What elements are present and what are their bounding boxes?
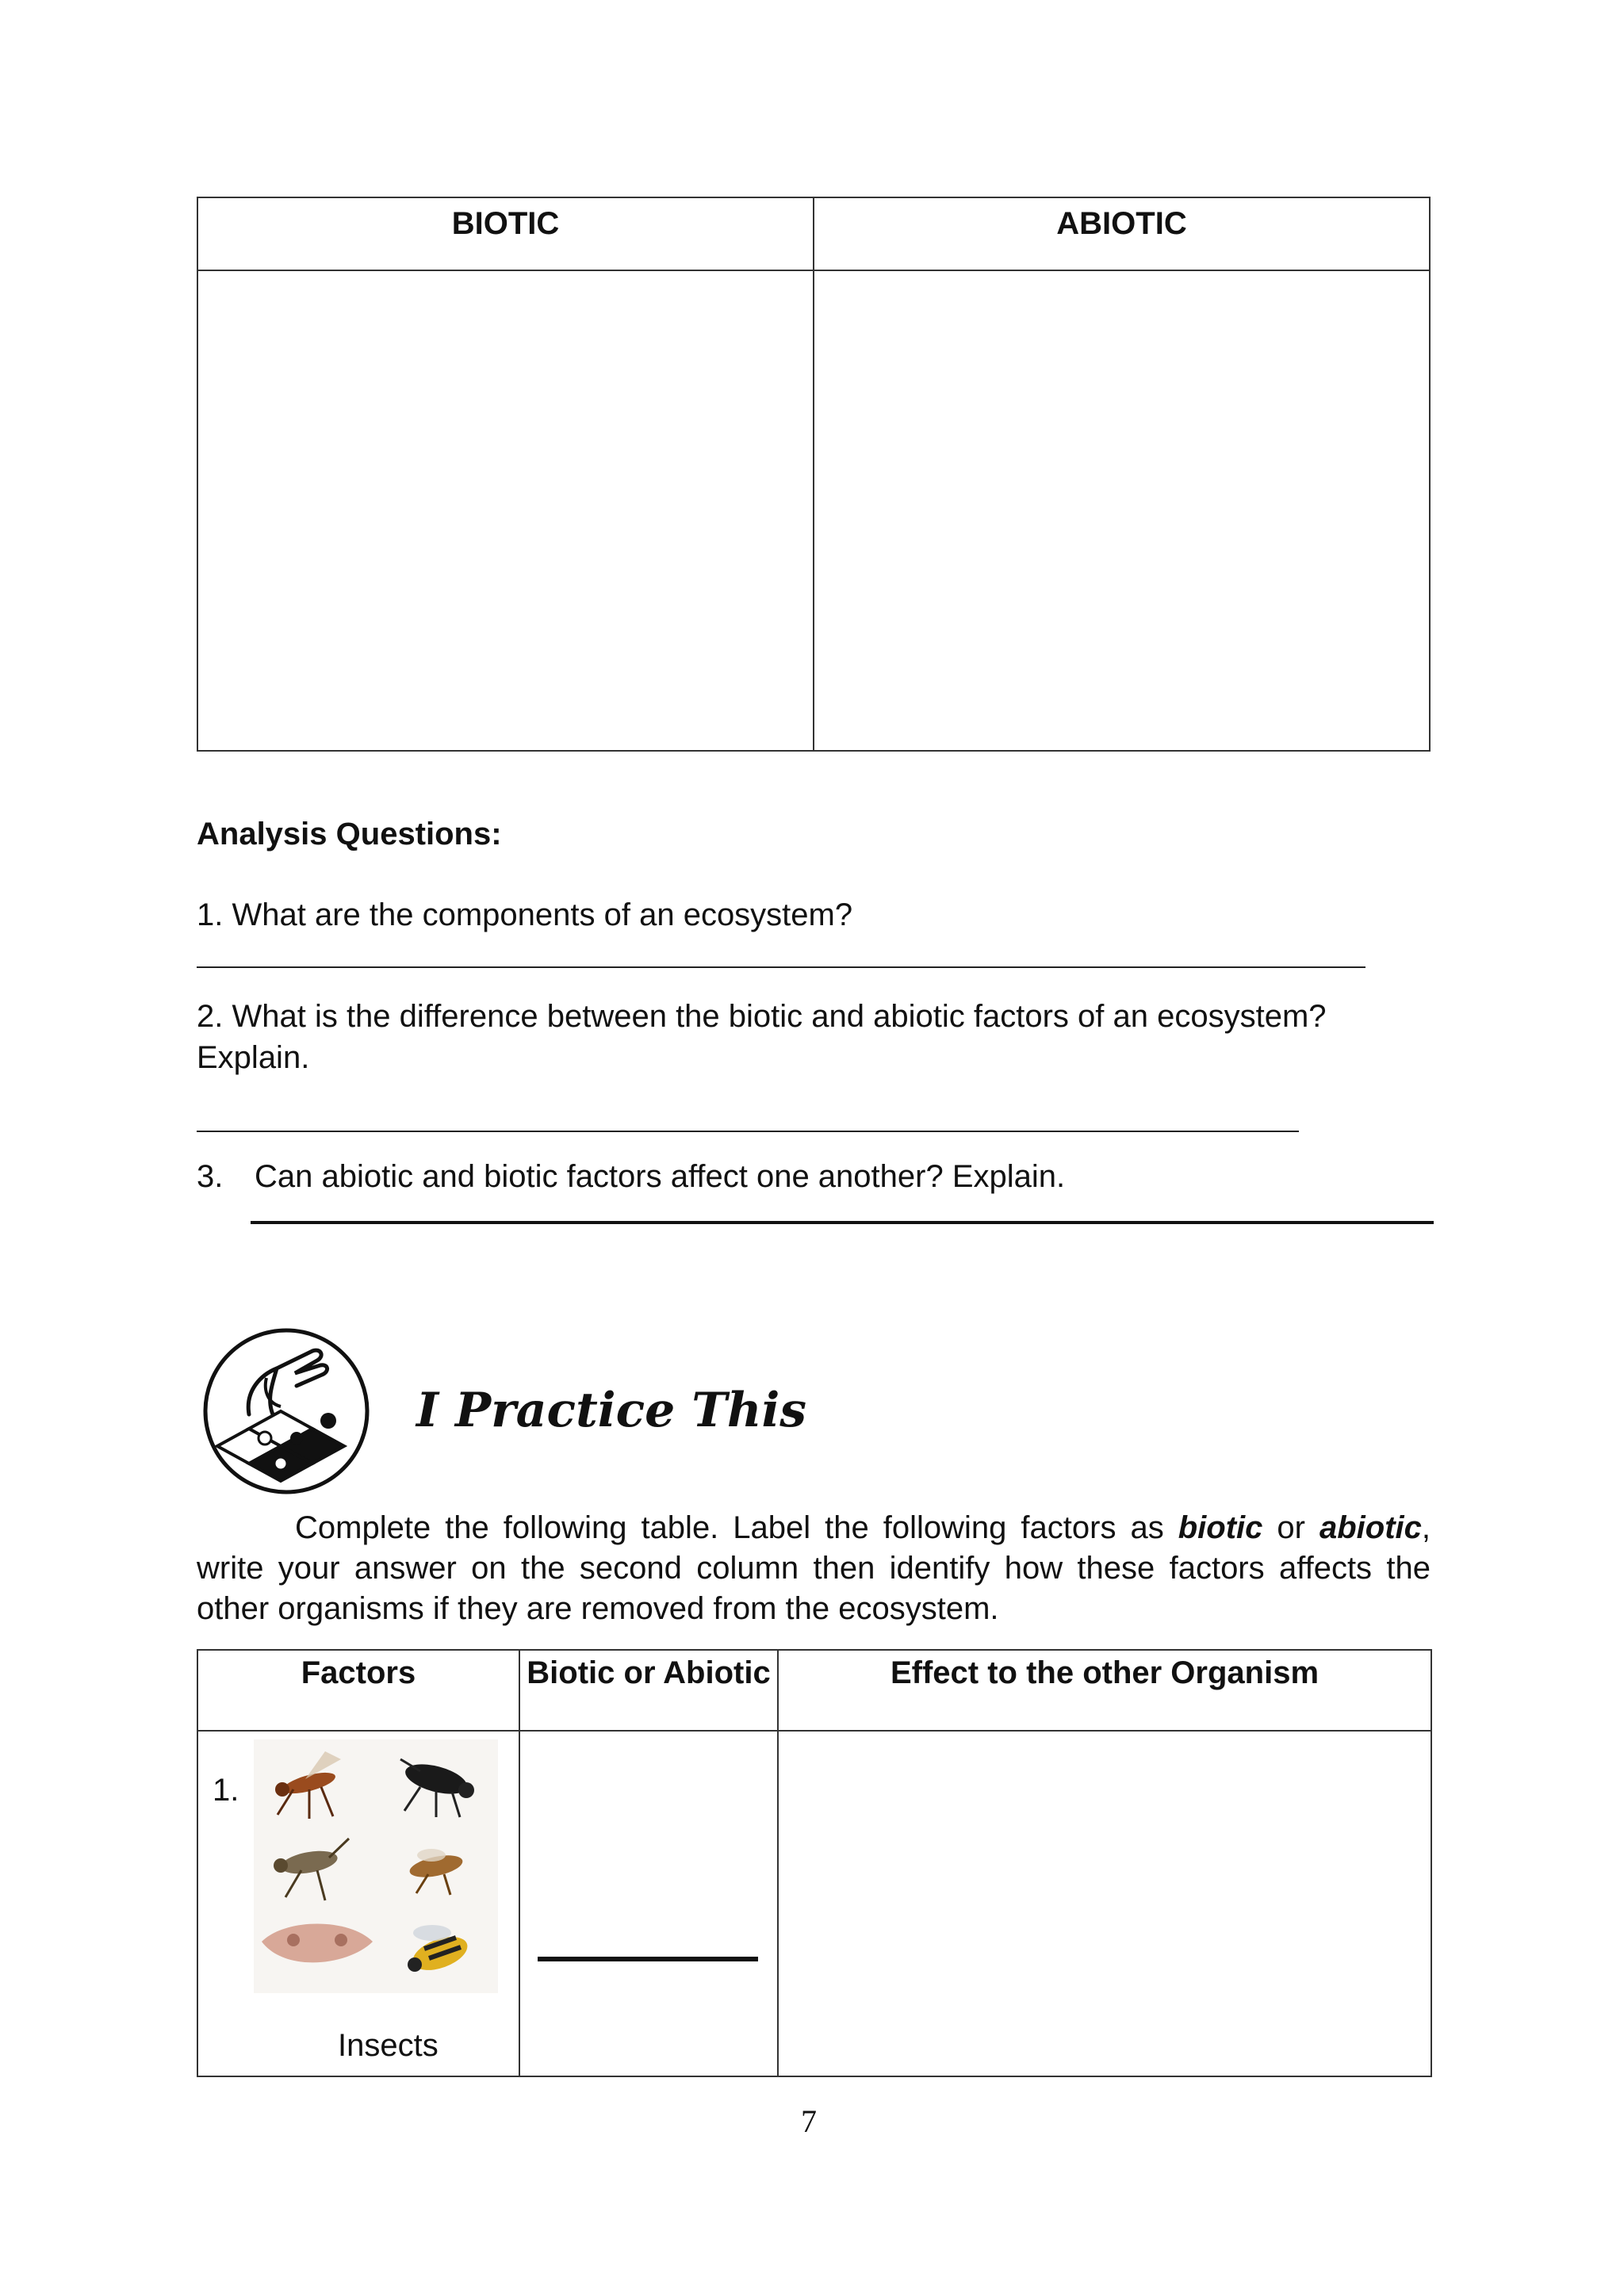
insects-image <box>254 1739 498 1993</box>
answer-line-1[interactable] <box>197 966 1365 968</box>
effect-header: Effect to the other Organism <box>778 1650 1431 1731</box>
page-number: 7 <box>801 2103 817 2139</box>
biotic-term: biotic <box>1178 1510 1263 1545</box>
analysis-heading: Analysis Questions: <box>197 817 502 851</box>
factors-header: Factors <box>197 1650 519 1731</box>
effect-answer-cell[interactable] <box>778 1731 1431 2076</box>
question-3: Can abiotic and biotic factors affect one another? Explain. <box>255 1159 1066 1194</box>
abiotic-header: ABIOTIC <box>814 197 1430 270</box>
factor-cell <box>197 1731 519 2076</box>
instructions-part-1: Complete the following table. Label the following factors as <box>295 1510 1178 1545</box>
answer-line-2[interactable] <box>197 1131 1299 1132</box>
puzzle-hand-icon <box>201 1327 371 1495</box>
factor-label-insects: Insects <box>338 2028 439 2063</box>
biotic-abiotic-table <box>197 197 1431 752</box>
instructions-part-2: , write your answer on the second column then identify how these factors affects the other organisms if they are removed from the ecosystem. <box>197 1510 1431 1626</box>
question-1: 1. What are the components of an ecosystem? <box>197 897 853 932</box>
question-3-number: 3. <box>197 1159 224 1194</box>
biotic-answer-cell[interactable] <box>197 270 814 751</box>
practice-title: I Practice This <box>416 1383 807 1438</box>
biotic-or-abiotic-header: Biotic or Abiotic <box>519 1650 778 1731</box>
practice-instructions <box>197 1508 1431 1629</box>
factors-table <box>197 1649 1432 2077</box>
abiotic-term: abiotic <box>1319 1510 1422 1545</box>
biotic-or-abiotic-answer-cell[interactable] <box>519 1731 778 2076</box>
question-2: 2. What is the difference between the biotic and abiotic factors of an ecosystem? Explain. <box>197 999 1327 1075</box>
instructions-or: or <box>1262 1510 1320 1545</box>
biotic-or-abiotic-answer-line[interactable] <box>538 1957 758 1961</box>
row-number: 1. <box>213 1773 239 1808</box>
biotic-header: BIOTIC <box>197 197 814 270</box>
answer-line-3[interactable] <box>251 1221 1434 1224</box>
abiotic-answer-cell[interactable] <box>814 270 1430 751</box>
